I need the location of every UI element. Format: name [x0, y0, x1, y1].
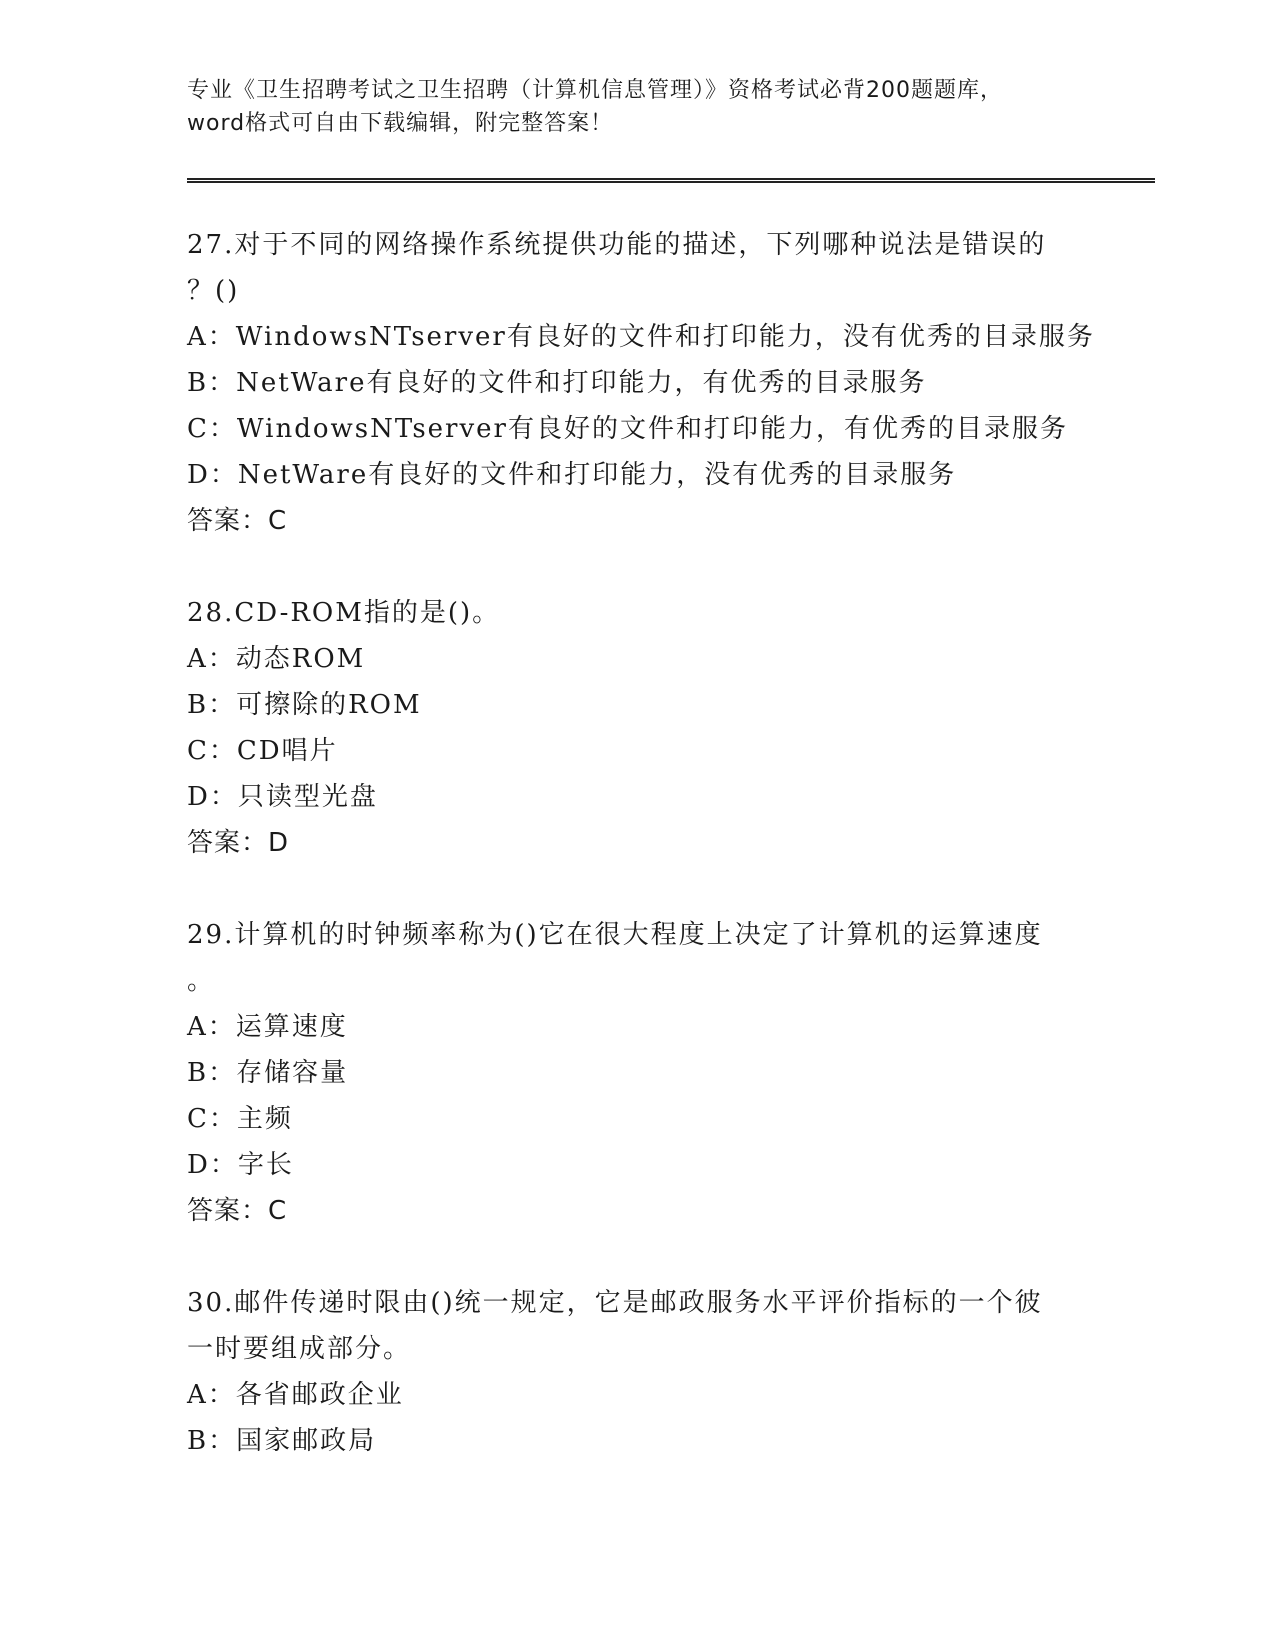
option-d: D：字长: [187, 1150, 294, 1180]
question-30: [187, 1280, 1087, 1464]
question-stem: 29.计算机的时钟频率称为()它在很大程度上决定了计算机的运算速度: [187, 920, 1043, 950]
answer-label: 答案：C: [187, 506, 288, 536]
option-c: C：WindowsNTserver有良好的文件和打印能力，有优秀的目录服务: [187, 414, 1068, 444]
question-stem-continued: ？(): [187, 276, 240, 306]
header-double-rule: [187, 178, 1155, 183]
option-d: D：NetWare有良好的文件和打印能力，没有优秀的目录服务: [187, 460, 957, 490]
option-b: B：国家邮政局: [187, 1426, 377, 1456]
answer-label: 答案：C: [187, 1196, 288, 1226]
question-27: [187, 222, 1095, 544]
option-a: A：各省邮政企业: [187, 1380, 404, 1410]
document-header: [187, 74, 1087, 140]
question-stem: 27.对于不同的网络操作系统提供功能的描述，下列哪种说法是错误的: [187, 230, 1047, 260]
question-stem-continued: 。: [187, 966, 216, 996]
option-a: A：运算速度: [187, 1012, 348, 1042]
question-29: [187, 912, 1087, 1234]
option-a: A：WindowsNTserver有良好的文件和打印能力，没有优秀的目录服务: [187, 322, 1095, 352]
option-d: D：只读型光盘: [187, 782, 378, 812]
question-stem: 28.CD-ROM指的是()。: [187, 598, 501, 628]
option-b: B：存储容量: [187, 1058, 349, 1088]
option-b: B：可擦除的ROM: [187, 690, 422, 720]
question-28: [187, 590, 1087, 866]
answer-label: 答案：D: [187, 828, 290, 858]
question-stem: 30.邮件传递时限由()统一规定，它是邮政服务水平评价指标的一个彼: [187, 1288, 1043, 1318]
option-c: C：CD唱片: [187, 736, 338, 766]
option-a: A：动态ROM: [187, 644, 366, 674]
header-title-line-2: word格式可自由下载编辑，附完整答案！: [187, 111, 614, 136]
option-c: C：主频: [187, 1104, 293, 1134]
header-title-line-1: 专业《卫生招聘考试之卫生招聘（计算机信息管理）》资格考试必背200题题库，: [187, 78, 1003, 103]
option-b: B：NetWare有良好的文件和打印能力，有优秀的目录服务: [187, 368, 927, 398]
question-stem-continued: 一时要组成部分。: [187, 1334, 412, 1364]
